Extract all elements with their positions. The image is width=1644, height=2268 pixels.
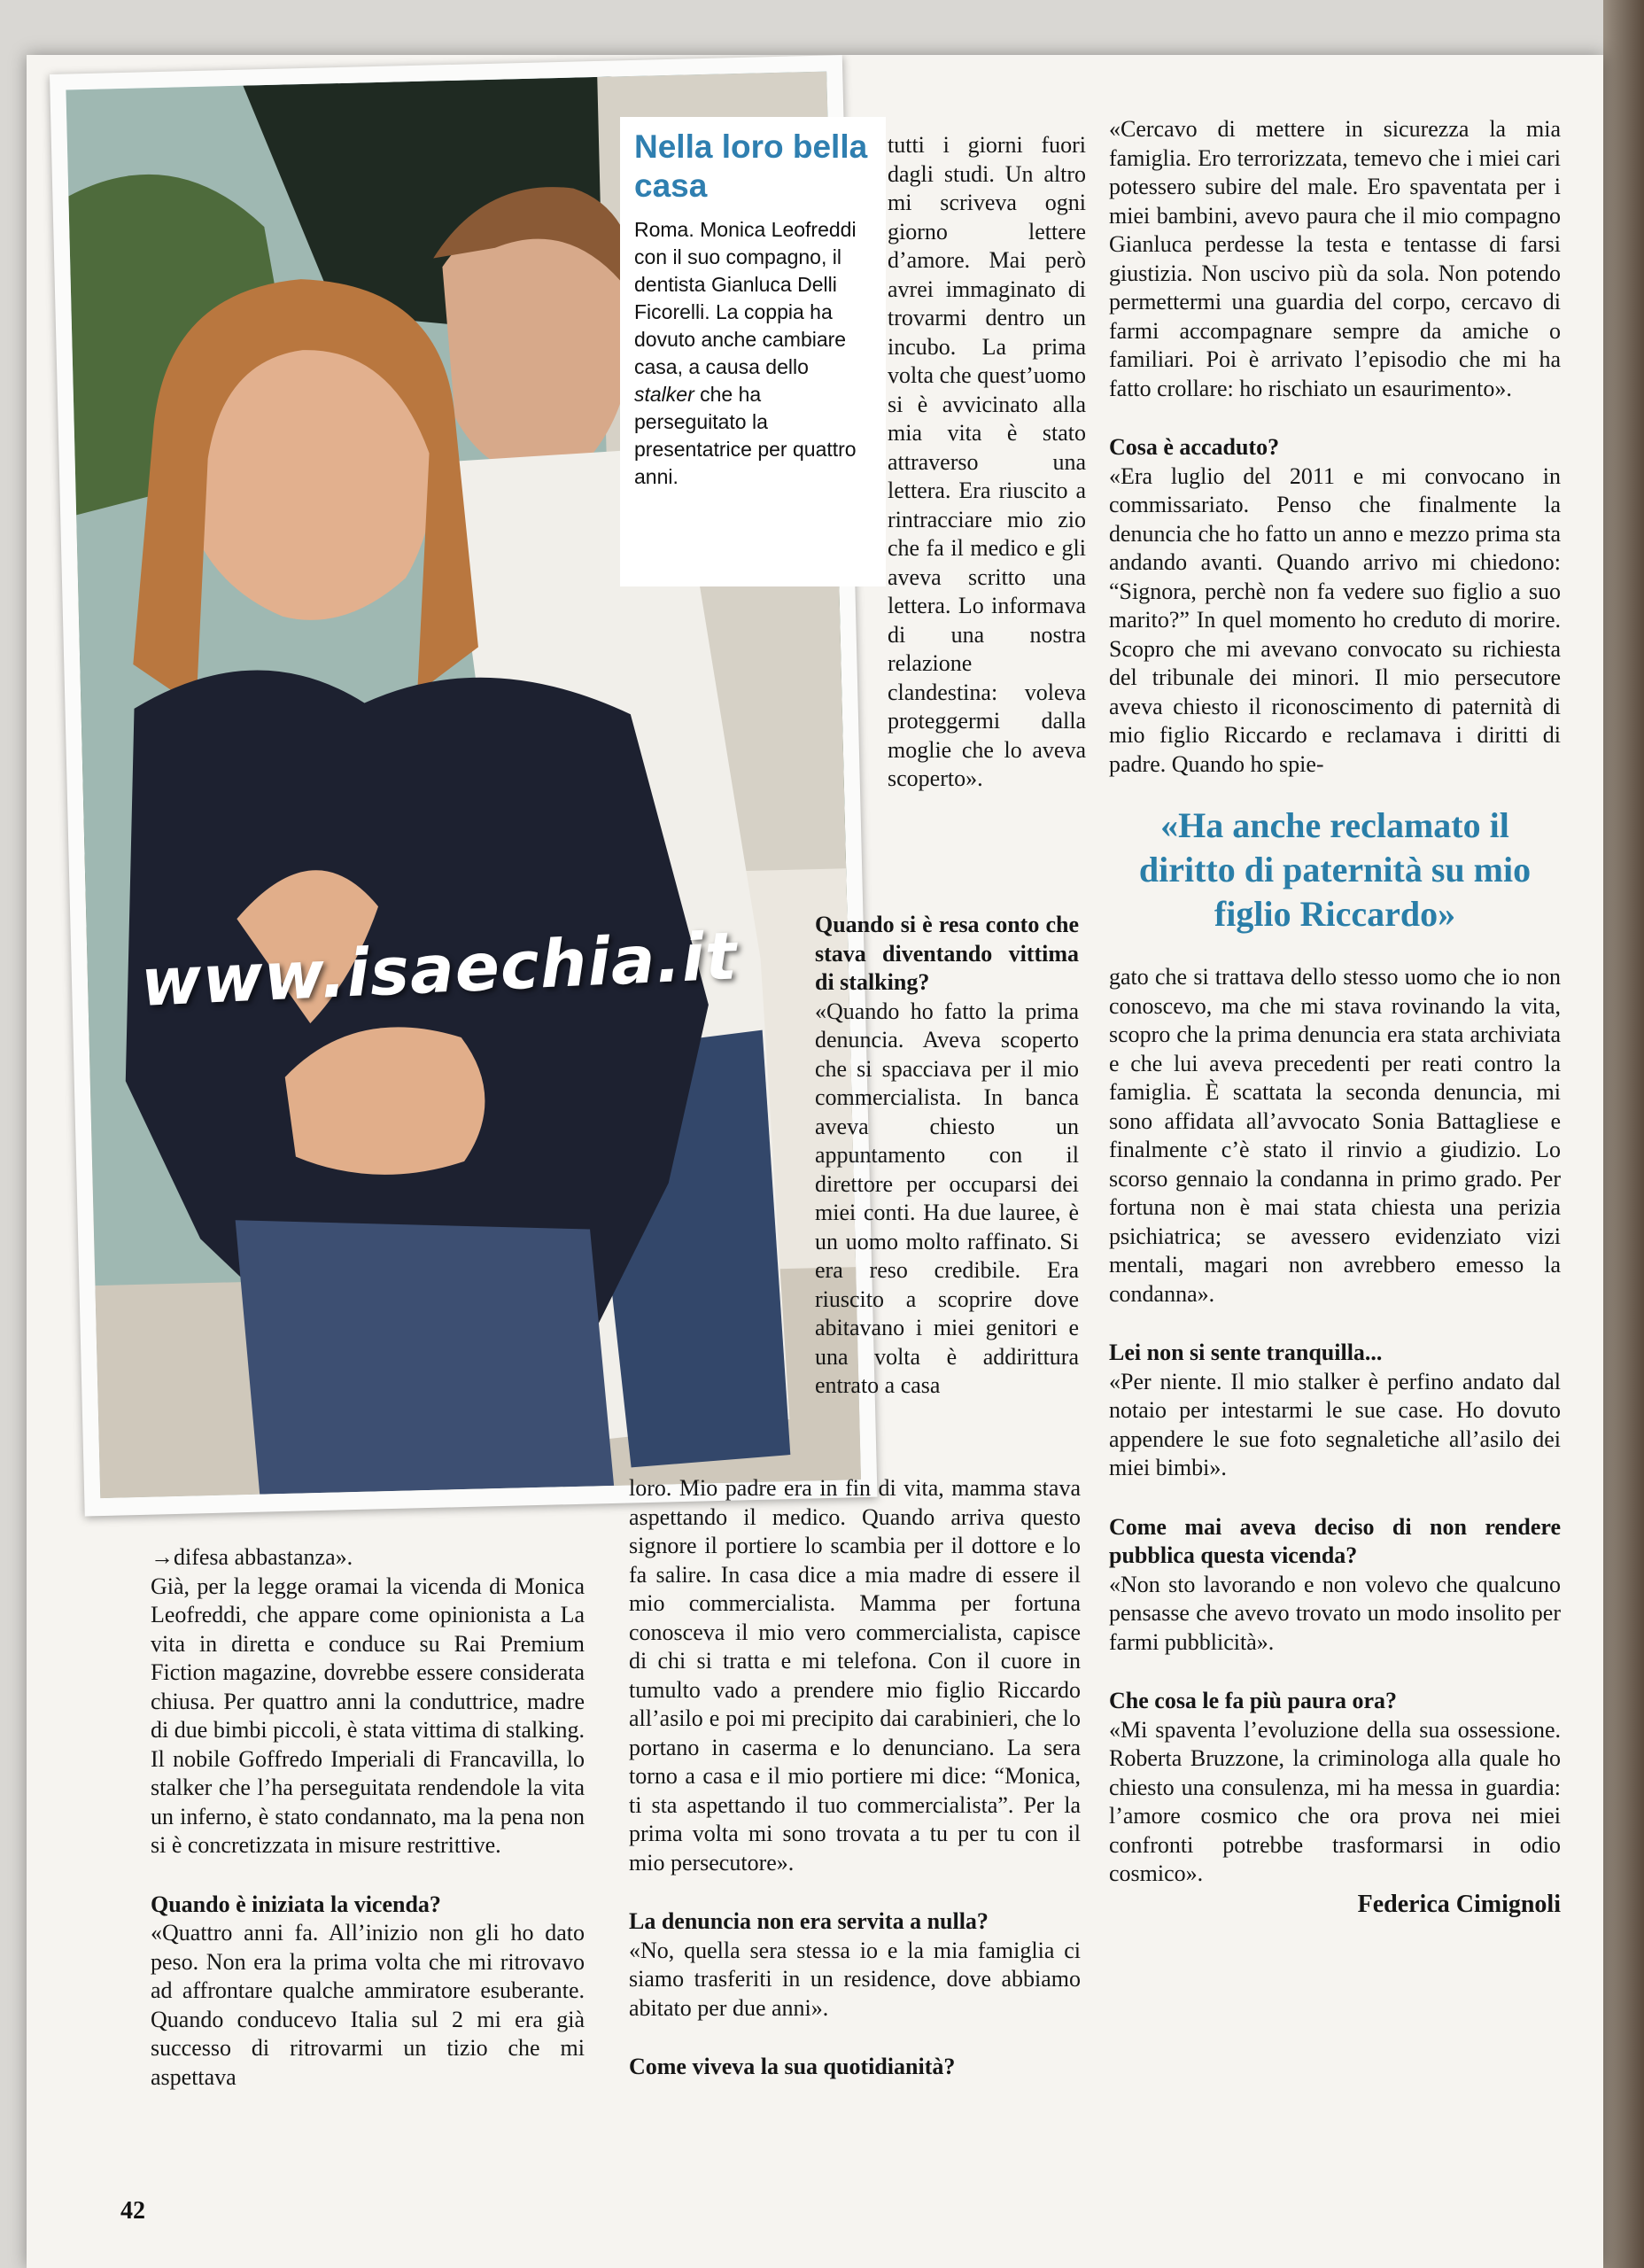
body-paragraph: tutti i giorni fuori dagli studi. Un altro mi scriveva ogni giorno lettere d’amore. Mai però avrei immaginato di trovarmi dentro un incubo. La prima volta che quest’uomo si è avvicinato alla mia vita è stato attraverso una lettera. Era riuscito a rintracciare mio zio che fa il medico e gli aveva scritto una lettera. Lo informava di una nostra relazione clandestina: voleva proteggermi dalla moglie che lo aveva scoperto».	[888, 132, 1086, 791]
interview-question: Che cosa le fa più paura ora?	[1109, 1688, 1397, 1713]
pull-quote: «Ha anche reclamato il diritto di paternità su mio figlio Riccardo»	[1138, 805, 1532, 934]
body-paragraph: loro. Mio padre era in fin di vita, mamma stava aspettando il medico. Quando arriva questo signore il portiere lo scambia per il dottore e lo fa salire. In casa dice a mia madre di essere il mio commercialista. Mamma per fortuna conosceva il mio vero commercialista, capisce di chi si tratta e mi telefona. Con il cuore in tumulto vado a prendere mio figlio Riccardo all’asilo e poi mi precipito dai carabinieri, che lo portano in caserma e lo denunciano. La sera torno a casa e il mio portiere mi dice: “Monica, ti sta aspettando il tuo commercialista”. Per la prima volta mi sono trovata a tu per tu con il mio persecutore».	[629, 1475, 1081, 1876]
column-left	[151, 1543, 585, 2092]
column-right	[1109, 115, 1561, 1919]
page-number: 42	[120, 2197, 145, 2225]
body-paragraph: «Quando ho fatto la prima denuncia. Aveva scoperto che si spacciava per il mio commercialista. In banca aveva chiesto un appuntamento con il direttore per occuparsi dei miei conti. Ha due lauree, è un uomo molto raffinato. Si era reso credibile. Era riuscito a scoprire dove abitavano i miei genitori e una volta è addirittura entrato a casa	[815, 998, 1079, 1398]
column-middle-bottom	[629, 1474, 1081, 2082]
column-middle-top-narrow	[888, 131, 1086, 794]
body-paragraph: «Per niente. Il mio stalker è perfino andato dal notaio per intestarmi le sue case. Ho dovuto appendere le sue foto segnaletiche all’asilo dei miei bimbi».	[1109, 1368, 1561, 1480]
body-paragraph: «Quattro anni fa. All’inizio non gli ho dato peso. Non era la prima volta che mi ritrovavo ad affrontare qualche ammiratore esuberante. Quando conducevo Italia sul 2 mi era già successo di ritrovarmi un tizio che mi aspettava	[151, 1920, 585, 2090]
photo-caption	[620, 117, 886, 586]
body-paragraph: «Mi spaventa l’evoluzione della sua ossessione. Roberta Bruzzone, la criminologa alla quale ho chiesto una consulenza, mi ha messa in guardia: l’amore cosmico che ora prova nei miei confronti potrebbe trasformarsi in odio cosmico».	[1109, 1716, 1561, 1886]
column-middle-top-continued	[815, 911, 1079, 1401]
magazine-page	[27, 55, 1603, 2268]
body-paragraph: «No, quella sera stessa io e la mia famiglia ci siamo trasferiti in un residence, dove abbiamo abitato per due anni».	[629, 1937, 1081, 2021]
author-signature: Federica Cimignoli	[1357, 1890, 1561, 1918]
interview-question: Come mai aveva deciso di non rendere pubblica questa vicenda?	[1109, 1513, 1561, 1568]
interview-question: Quando si è resa conto che stava diventando vittima di stalking?	[815, 912, 1079, 995]
interview-question: Quando è iniziata la vicenda?	[151, 1891, 441, 1917]
caption-title: Nella loro bella casa	[634, 128, 868, 204]
body-paragraph: →difesa abbastanza».	[151, 1544, 353, 1570]
watermark: www.isaechia.it	[139, 918, 740, 1021]
interview-question: Cosa è accaduto?	[1109, 434, 1280, 460]
body-paragraph: «Era luglio del 2011 e mi convocano in commissariato. Penso che finalmente la denuncia che ho fatto un anno e mezzo prima sta andando avanti. Quando arrivo mi chiedono: “Signora, perchè non fa vedere suo figlio a suo marito?” In quel momento ho creduto di morire. Scopro che mi avevano convocato su richiesta del tribunale dei minori. Il mio persecutore aveva chiesto il riconoscimento di paternità di mio figlio Riccardo e reclamava i diritti di padre. Quando ho spie-	[1109, 462, 1561, 777]
body-paragraph: Già, per la legge oramai la vicenda di Monica Leofreddi, che appare come opinionista a La vita in diretta e conduce su Rai Premium Fiction magazine, dovrebbe essere considerata chiusa. Per quattro anni la conduttrice, madre di due bimbi piccoli, è stata vittima di stalking. Il nobile Goffredo Imperiali di Francavilla, lo stalker che l’ha perseguitata rendendole la vita un inferno, è stato condannato, ma la pena non si è concretizzata in misure restrittive.	[151, 1573, 585, 1858]
caption-text: Roma. Monica Leofreddi con il suo compagno, il dentista Gianluca Delli Ficorelli. La coppia ha dovuto anche cambiare casa, a causa dello stalker che ha perseguitato la presentatrice per quattro anni.	[634, 218, 857, 488]
body-paragraph: «Non sto lavorando e non volevo che qualcuno pensasse che avevo trovato un modo insolito per farmi pubblicità».	[1109, 1571, 1561, 1655]
interview-question: La denuncia non era servita a nulla?	[629, 1908, 989, 1934]
interview-question: Come viveva la sua quotidianità?	[629, 2054, 956, 2079]
page-edge-shadow	[1603, 0, 1644, 2268]
interview-question: Lei non si sente tranquilla...	[1109, 1340, 1383, 1365]
body-paragraph: «Cercavo di mettere in sicurezza la mia famiglia. Ero terrorizzata, temevo che i miei cari potessero subire del male. Ero spaventata per i miei bambini, avevo paura che il mio compagno Gianluca perdesse la testa e tentasse di farsi giustizia. Non uscivo più da sola. Non potendo permettermi una guardia del corpo, cercavo di farmi accompagnare sempre da amiche o familiari. Poi è arrivato l’episodio che mi ha fatto crollare: ho rischiato un esaurimento».	[1109, 116, 1561, 401]
body-paragraph: gato che si trattava dello stesso uomo che io non conoscevo, ma che mi stava rovinando la vita, scopro che la prima denuncia era stata archiviata e che lui aveva precedenti per reati contro la famiglia. È scattata la seconda denuncia, mi sono affidata all’avvocato Sonia Battagliese e finalmente c’è stato il rinvio a giudizio. Lo scorso gennaio la condanna in primo grado. Per fortuna non è mai stata chiesta una perizia psichiatrica; se avessero evidenziato vizi mentali, magari non avrebbero emesso la condanna».	[1109, 964, 1561, 1307]
